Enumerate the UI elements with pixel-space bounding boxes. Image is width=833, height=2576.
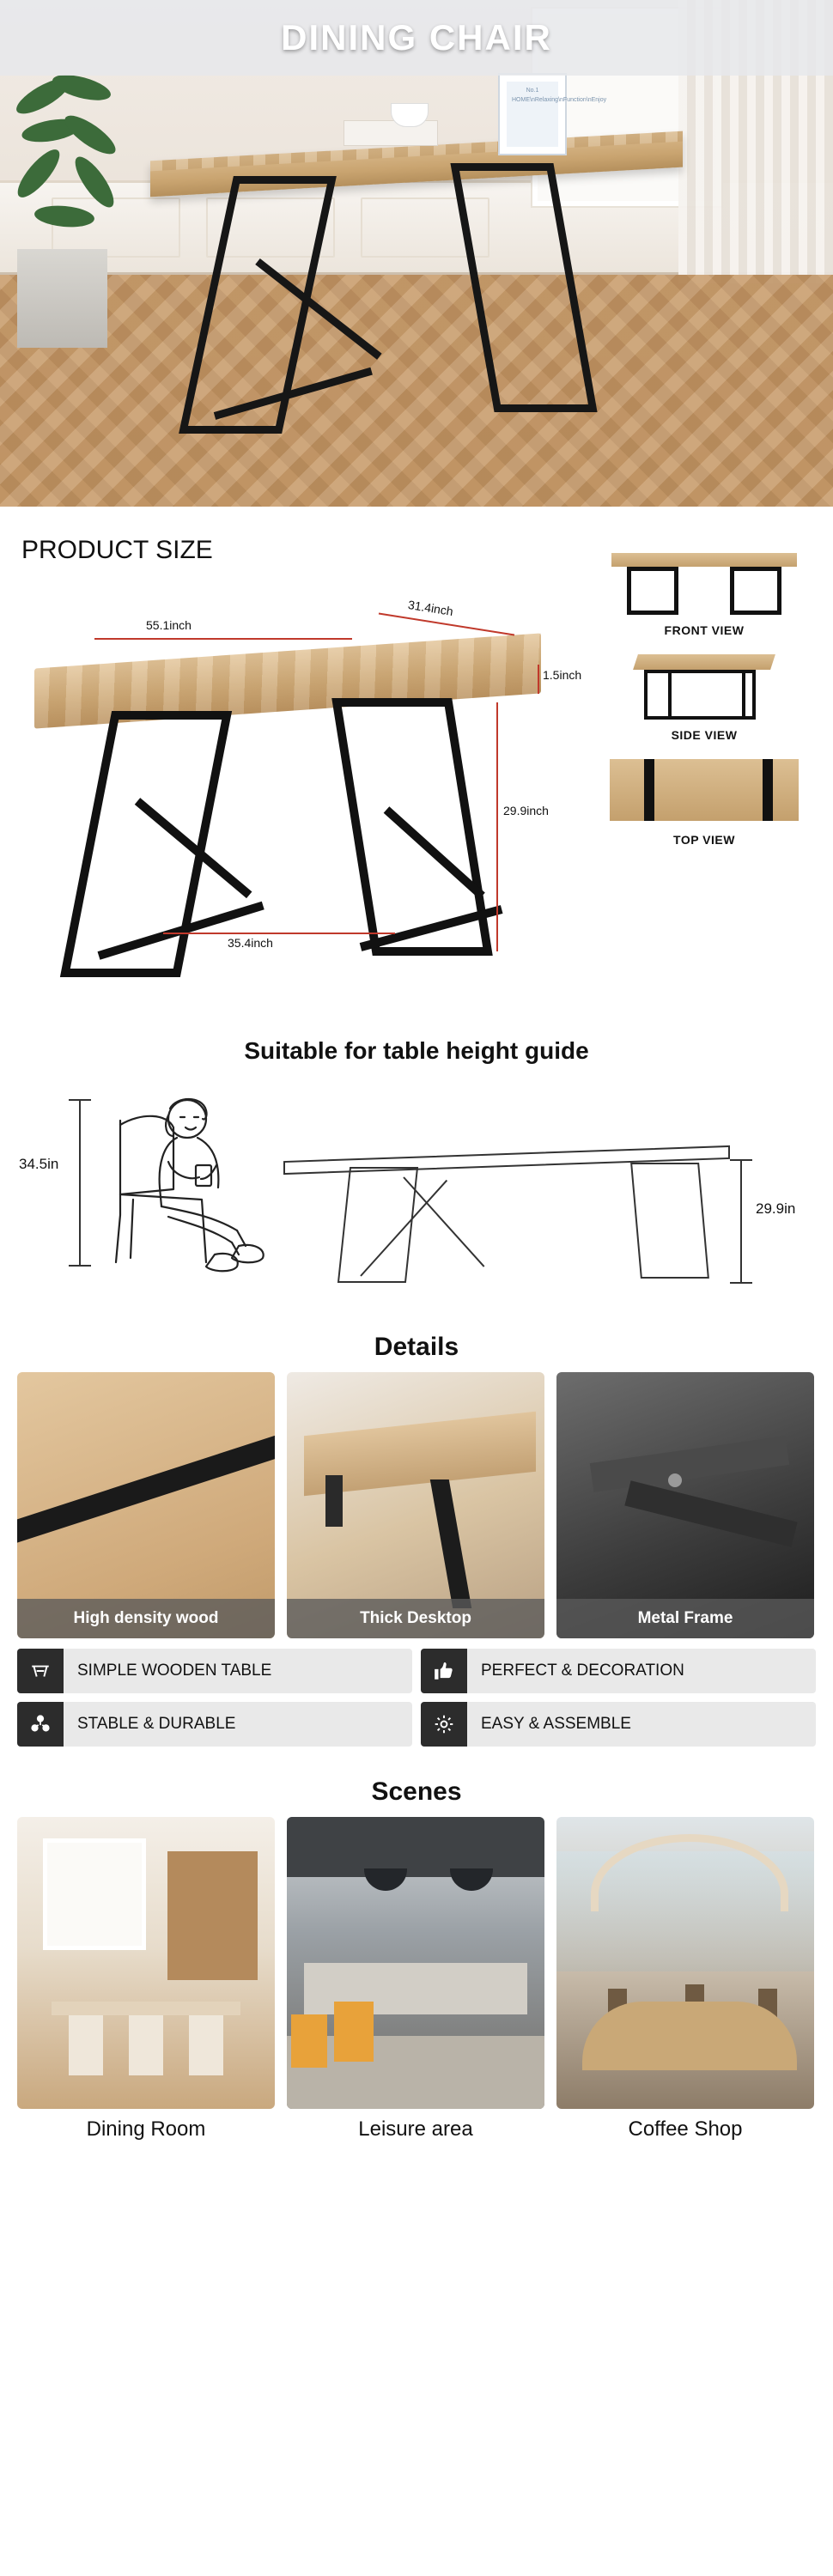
view-bar (763, 759, 773, 821)
metal-strap (17, 1428, 275, 1545)
detail-card-label: Thick Desktop (287, 1599, 544, 1638)
side-view-icon (601, 646, 807, 725)
detail-card-metal-frame (556, 1372, 814, 1638)
detail-card-label: Metal Frame (556, 1599, 814, 1638)
dim-height-label: 29.9inch (503, 804, 549, 817)
thumbs-up-icon (421, 1649, 467, 1693)
dim-tick (730, 1159, 752, 1161)
scene-label: Dining Room (86, 2117, 206, 2141)
dim-line-thickness (538, 665, 539, 694)
dining-table (52, 2002, 240, 2015)
guide-table-leg (630, 1163, 709, 1279)
chair (189, 2015, 223, 2075)
dim-tick (69, 1099, 91, 1101)
table-leg (430, 1479, 471, 1608)
molecule-icon (17, 1702, 64, 1747)
herringbone-floor (0, 275, 833, 507)
pendant-lamp (364, 1868, 407, 1891)
top-view-icon (601, 750, 807, 829)
scene-cards (0, 1817, 833, 2142)
bar-counter (582, 2002, 797, 2070)
front-view-icon (601, 541, 807, 620)
view-tabletop (611, 553, 797, 567)
view-leg (730, 567, 781, 615)
details-title: Details (374, 1333, 459, 1361)
scene-image (556, 1817, 814, 2109)
picture-frame-text: No.1 HOME\nRelaxing\nFunction\nEnjoy (507, 82, 558, 147)
view-bar (644, 759, 654, 821)
person-height-label: 34.5in (19, 1156, 59, 1172)
scene-image (287, 1817, 544, 2109)
dim-tick (730, 1282, 752, 1284)
chair (291, 2014, 327, 2068)
gear-icon (421, 1702, 467, 1747)
dim-depth-label: 31.4inch (407, 597, 454, 619)
bolt-icon (668, 1473, 682, 1487)
detail-card-high-density-wood (17, 1372, 275, 1638)
ceiling (287, 1817, 544, 1877)
feature-stable-durable (17, 1702, 412, 1747)
scene-label: Leisure area (358, 2117, 473, 2141)
feature-list (0, 1638, 833, 1750)
dim-line-person-height (79, 1099, 81, 1267)
dim-line-base-width (163, 933, 395, 934)
feature-perfect-decoration (421, 1649, 816, 1693)
plant-pot (17, 249, 107, 348)
metal-bar (624, 1480, 797, 1546)
scene-label: Coffee Shop (628, 2117, 743, 2141)
feature-easy-assemble (421, 1702, 816, 1747)
product-size-section (0, 507, 833, 1022)
window (43, 1838, 146, 1950)
hero-banner (0, 0, 833, 507)
feature-simple-wooden-table (17, 1649, 412, 1693)
scenes-title: Scenes (371, 1777, 462, 1806)
table-icon (17, 1649, 64, 1693)
detail-cards (0, 1372, 833, 1638)
chair (69, 2015, 103, 2075)
chair (334, 2002, 374, 2062)
chair (129, 2015, 163, 2075)
cabinet (167, 1851, 258, 1980)
details-section (0, 1333, 833, 1762)
front-view-box (593, 541, 816, 637)
dim-tick (69, 1265, 91, 1267)
scenes-section (0, 1777, 833, 2159)
side-view-label: SIDE VIEW (671, 728, 738, 742)
decor-picture-frame (498, 73, 607, 155)
side-view-box (593, 646, 816, 742)
dim-line-height (496, 702, 498, 951)
dim-line-width (94, 638, 352, 640)
dim-thickness-label: 1.5inch (543, 668, 582, 682)
height-guide-diagram (0, 1073, 833, 1288)
table-leg (325, 1475, 343, 1527)
height-guide-title: Suitable for table height guide (244, 1037, 589, 1064)
dim-line-table-height (740, 1159, 742, 1284)
top-view-box (593, 750, 816, 847)
scene-dining-room (17, 1817, 275, 2142)
table-height-label: 29.9in (756, 1200, 796, 1217)
metal-bar (590, 1436, 789, 1492)
decor-books (344, 120, 438, 146)
top-view-label: TOP VIEW (673, 833, 735, 847)
ceiling-arc (591, 1834, 788, 1911)
view-leg (627, 567, 678, 615)
scene-image (17, 1817, 275, 2109)
plant-leaves (4, 77, 133, 258)
seated-person-illustration (94, 1086, 309, 1279)
pendant-lamp (450, 1868, 493, 1891)
detail-card-thick-desktop (287, 1372, 544, 1638)
hero-title-bar (0, 0, 833, 76)
scene-leisure-area (287, 1817, 544, 2142)
dim-base-width-label: 35.4inch (228, 936, 273, 950)
guide-table-brace (403, 1176, 484, 1267)
feature-label: STABLE & DURABLE (77, 1715, 236, 1733)
scene-coffee-shop (556, 1817, 814, 2142)
height-guide-section (0, 1037, 833, 1321)
view-tabletop (633, 654, 775, 670)
feature-label: SIMPLE WOODEN TABLE (77, 1662, 272, 1680)
decor-cup (391, 103, 429, 127)
detail-card-label: High density wood (17, 1599, 275, 1638)
product-size-diagram (17, 582, 582, 977)
dim-width-label: 55.1inch (146, 618, 192, 632)
feature-label: EASY & ASSEMBLE (481, 1715, 631, 1733)
view-leg (668, 670, 745, 720)
orthographic-views (593, 541, 816, 855)
product-size-title: PRODUCT SIZE (21, 536, 213, 564)
hero-title: DINING CHAIR (281, 17, 552, 58)
front-view-label: FRONT VIEW (664, 623, 745, 637)
feature-label: PERFECT & DECORATION (481, 1662, 684, 1680)
